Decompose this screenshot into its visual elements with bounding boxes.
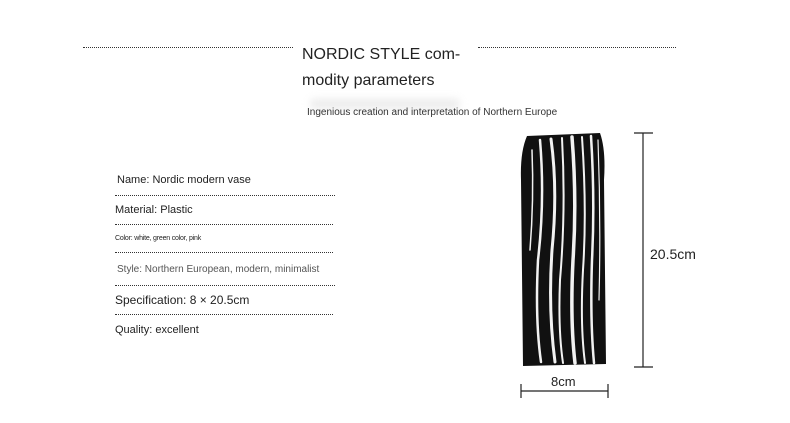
param-style: Style: Northern European, modern, minimalist [115,264,335,286]
vase-image [521,133,606,366]
page-subtitle: Ingenious creation and interpretation of Northern Europe [307,107,558,118]
page-title: NORDIC STYLE com-modity parameters [302,46,461,89]
param-name: Name: Nordic modern vase [115,174,335,196]
param-quality: Quality: excellent [115,324,199,336]
param-material: Material: Plastic [115,204,333,225]
param-color: Color: white, green color, pink [115,235,333,253]
height-label: 20.5cm [650,246,696,262]
width-label: 8cm [551,374,576,389]
param-specification: Specification: 8 × 20.5cm [115,293,333,315]
